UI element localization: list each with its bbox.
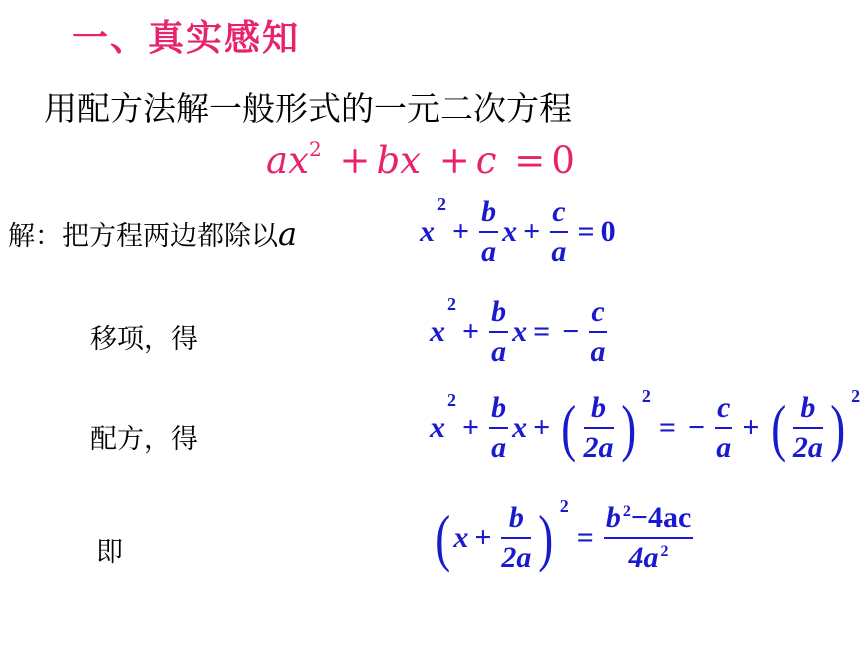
general-quadratic-equation: $ax^2$ + bx + c = 0 bbox=[266, 136, 575, 182]
step-divide-label: 解：把方程两边都除以a bbox=[8, 215, 298, 253]
equation-result: ( x + $\frac{b}{2a}$ ) 2 = $\frac{b ^2-4ac}{4a ^2}$ bbox=[435, 496, 692, 574]
step-transpose-label: 移项，得 bbox=[90, 324, 198, 355]
step-therefore-label: 即 bbox=[96, 537, 123, 568]
page-title: 一、真实感知 bbox=[72, 18, 301, 59]
step-complete-square-label: 配方，得 bbox=[90, 424, 198, 455]
subtitle: 用配方法解一般形式的一元二次方程 bbox=[44, 89, 572, 128]
equation-transposed: x $^2$ + $\frac{b}{a}$ x = − $\frac{c}{a}$ bbox=[430, 294, 606, 368]
equation-completed-square: x $^2$ + $\frac{b}{a}$ x + ( $\frac{b}{2a}$ ) 2 = − $\frac{c}{a}$ + ( $\frac{b}{2a}$ ) 2 bbox=[430, 386, 860, 464]
equation-divided: x $^2$ + $\frac{b}{a}$ x + $\frac{c}{a}$ = 0 bbox=[420, 194, 616, 268]
